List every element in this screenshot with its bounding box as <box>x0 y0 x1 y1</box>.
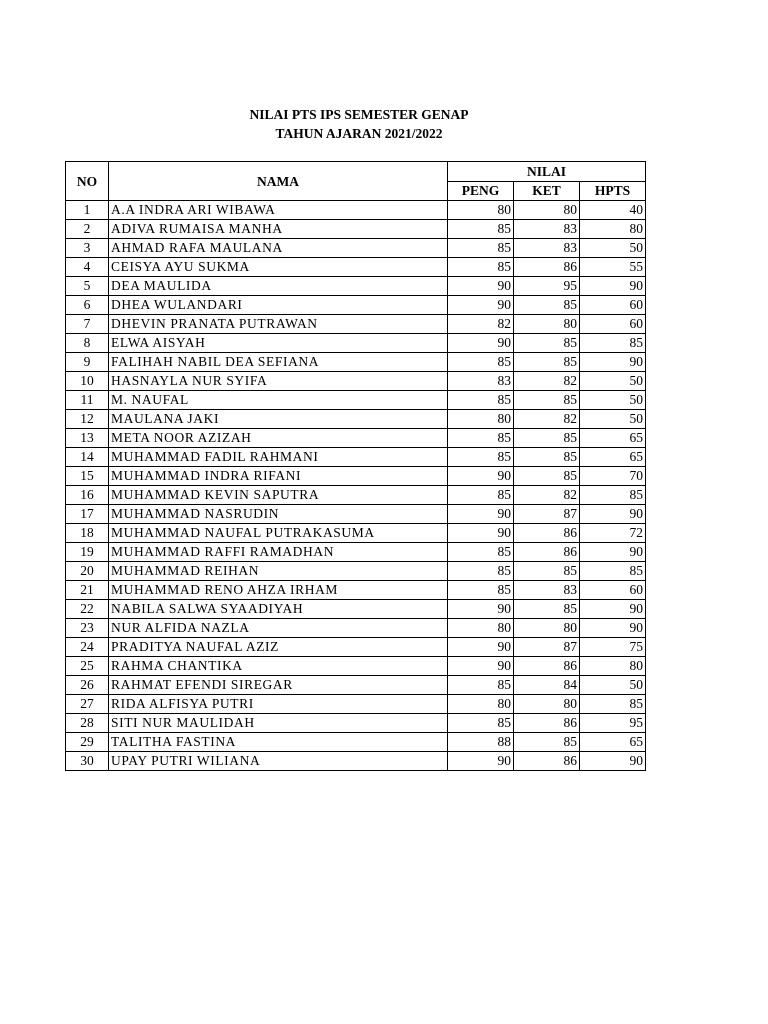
hpts-score-cell: 50 <box>580 676 646 695</box>
hpts-score-cell: 90 <box>580 353 646 372</box>
ket-score-cell: 83 <box>514 220 580 239</box>
hpts-score-cell: 90 <box>580 752 646 771</box>
student-name-cell: ADIVA RUMAISA MANHA <box>109 220 448 239</box>
hpts-score-cell: 85 <box>580 486 646 505</box>
ket-score-cell: 83 <box>514 239 580 258</box>
table-row <box>66 562 646 581</box>
peng-score-cell: 80 <box>448 695 514 714</box>
table-row <box>66 543 646 562</box>
ket-score-cell: 85 <box>514 429 580 448</box>
student-name-cell: DEA MAULIDA <box>109 277 448 296</box>
table-row <box>66 258 646 277</box>
student-name-cell: RAHMA CHANTIKA <box>109 657 448 676</box>
table-row <box>66 410 646 429</box>
ket-score-cell: 82 <box>514 372 580 391</box>
student-name-cell: MUHAMMAD RENO AHZA IRHAM <box>109 581 448 600</box>
header-ket: KET <box>514 182 580 201</box>
ket-score-cell: 83 <box>514 581 580 600</box>
peng-score-cell: 85 <box>448 353 514 372</box>
peng-score-cell: 80 <box>448 619 514 638</box>
row-number-cell: 7 <box>66 315 109 334</box>
peng-score-cell: 88 <box>448 733 514 752</box>
header-no: NO <box>66 162 109 201</box>
row-number-cell: 26 <box>66 676 109 695</box>
ket-score-cell: 80 <box>514 695 580 714</box>
table-row <box>66 600 646 619</box>
header-hpts: HPTS <box>580 182 646 201</box>
hpts-score-cell: 50 <box>580 410 646 429</box>
student-name-cell: AHMAD RAFA MAULANA <box>109 239 448 258</box>
peng-score-cell: 90 <box>448 277 514 296</box>
ket-score-cell: 85 <box>514 334 580 353</box>
peng-score-cell: 90 <box>448 505 514 524</box>
table-row <box>66 486 646 505</box>
student-name-cell: MUHAMMAD NASRUDIN <box>109 505 448 524</box>
ket-score-cell: 86 <box>514 657 580 676</box>
ket-score-cell: 85 <box>514 733 580 752</box>
row-number-cell: 5 <box>66 277 109 296</box>
row-number-cell: 10 <box>66 372 109 391</box>
hpts-score-cell: 90 <box>580 505 646 524</box>
ket-score-cell: 85 <box>514 467 580 486</box>
row-number-cell: 11 <box>66 391 109 410</box>
student-name-cell: ELWA AISYAH <box>109 334 448 353</box>
hpts-score-cell: 60 <box>580 581 646 600</box>
table-row <box>66 448 646 467</box>
peng-score-cell: 85 <box>448 676 514 695</box>
peng-score-cell: 90 <box>448 638 514 657</box>
ket-score-cell: 80 <box>514 315 580 334</box>
ket-score-cell: 82 <box>514 486 580 505</box>
hpts-score-cell: 50 <box>580 372 646 391</box>
hpts-score-cell: 80 <box>580 657 646 676</box>
title-line-1: NILAI PTS IPS SEMESTER GENAP <box>249 107 469 122</box>
hpts-score-cell: 70 <box>580 467 646 486</box>
peng-score-cell: 90 <box>448 657 514 676</box>
hpts-score-cell: 80 <box>580 220 646 239</box>
ket-score-cell: 86 <box>514 752 580 771</box>
peng-score-cell: 85 <box>448 714 514 733</box>
ket-score-cell: 85 <box>514 562 580 581</box>
ket-score-cell: 85 <box>514 391 580 410</box>
peng-score-cell: 90 <box>448 467 514 486</box>
student-name-cell: TALITHA FASTINA <box>109 733 448 752</box>
table-row <box>66 581 646 600</box>
table-row <box>66 277 646 296</box>
ket-score-cell: 80 <box>514 201 580 220</box>
table-row <box>66 372 646 391</box>
peng-score-cell: 85 <box>448 258 514 277</box>
ket-score-cell: 85 <box>514 448 580 467</box>
table-row <box>66 220 646 239</box>
row-number-cell: 12 <box>66 410 109 429</box>
table-row <box>66 619 646 638</box>
hpts-score-cell: 75 <box>580 638 646 657</box>
peng-score-cell: 85 <box>448 429 514 448</box>
student-name-cell: MUHAMMAD RAFFI RAMADHAN <box>109 543 448 562</box>
student-name-cell: MAULANA JAKI <box>109 410 448 429</box>
student-name-cell: DHEA WULANDARI <box>109 296 448 315</box>
table-row <box>66 429 646 448</box>
ket-score-cell: 86 <box>514 524 580 543</box>
ket-score-cell: 87 <box>514 638 580 657</box>
peng-score-cell: 85 <box>448 543 514 562</box>
table-header <box>66 162 646 201</box>
row-number-cell: 29 <box>66 733 109 752</box>
row-number-cell: 17 <box>66 505 109 524</box>
table-row <box>66 391 646 410</box>
peng-score-cell: 85 <box>448 220 514 239</box>
header-peng: PENG <box>448 182 514 201</box>
table-row <box>66 695 646 714</box>
table-row <box>66 638 646 657</box>
student-name-cell: PRADITYA NAUFAL AZIZ <box>109 638 448 657</box>
row-number-cell: 27 <box>66 695 109 714</box>
peng-score-cell: 90 <box>448 334 514 353</box>
row-number-cell: 23 <box>66 619 109 638</box>
hpts-score-cell: 90 <box>580 543 646 562</box>
student-name-cell: HASNAYLA NUR SYIFA <box>109 372 448 391</box>
hpts-score-cell: 72 <box>580 524 646 543</box>
peng-score-cell: 80 <box>448 410 514 429</box>
hpts-score-cell: 85 <box>580 334 646 353</box>
table-row <box>66 752 646 771</box>
peng-score-cell: 90 <box>448 524 514 543</box>
row-number-cell: 3 <box>66 239 109 258</box>
table-row <box>66 714 646 733</box>
student-name-cell: MUHAMMAD FADIL RAHMANI <box>109 448 448 467</box>
row-number-cell: 19 <box>66 543 109 562</box>
peng-score-cell: 85 <box>448 391 514 410</box>
ket-score-cell: 85 <box>514 600 580 619</box>
row-number-cell: 22 <box>66 600 109 619</box>
student-name-cell: META NOOR AZIZAH <box>109 429 448 448</box>
peng-score-cell: 85 <box>448 486 514 505</box>
student-name-cell: SITI NUR MAULIDAH <box>109 714 448 733</box>
student-name-cell: MUHAMMAD INDRA RIFANI <box>109 467 448 486</box>
student-name-cell: NUR ALFIDA NAZLA <box>109 619 448 638</box>
table-row <box>66 334 646 353</box>
ket-score-cell: 82 <box>514 410 580 429</box>
student-name-cell: MUHAMMAD NAUFAL PUTRAKASUMA <box>109 524 448 543</box>
header-nama: NAMA <box>109 162 448 201</box>
ket-score-cell: 84 <box>514 676 580 695</box>
table-body <box>66 201 646 771</box>
table-row <box>66 239 646 258</box>
row-number-cell: 2 <box>66 220 109 239</box>
row-number-cell: 14 <box>66 448 109 467</box>
row-number-cell: 18 <box>66 524 109 543</box>
peng-score-cell: 83 <box>448 372 514 391</box>
header-nilai: NILAI <box>448 162 646 182</box>
hpts-score-cell: 95 <box>580 714 646 733</box>
table-row <box>66 733 646 752</box>
peng-score-cell: 90 <box>448 600 514 619</box>
table-row <box>66 467 646 486</box>
peng-score-cell: 85 <box>448 562 514 581</box>
row-number-cell: 20 <box>66 562 109 581</box>
peng-score-cell: 82 <box>448 315 514 334</box>
row-number-cell: 8 <box>66 334 109 353</box>
hpts-score-cell: 50 <box>580 391 646 410</box>
table-row <box>66 201 646 220</box>
ket-score-cell: 85 <box>514 296 580 315</box>
peng-score-cell: 85 <box>448 581 514 600</box>
hpts-score-cell: 50 <box>580 239 646 258</box>
peng-score-cell: 90 <box>448 296 514 315</box>
hpts-score-cell: 40 <box>580 201 646 220</box>
hpts-score-cell: 90 <box>580 600 646 619</box>
table-row <box>66 676 646 695</box>
table-row <box>66 296 646 315</box>
hpts-score-cell: 90 <box>580 619 646 638</box>
ket-score-cell: 86 <box>514 258 580 277</box>
student-name-cell: A.A INDRA ARI WIBAWA <box>109 201 448 220</box>
ket-score-cell: 86 <box>514 543 580 562</box>
peng-score-cell: 80 <box>448 201 514 220</box>
peng-score-cell: 85 <box>448 448 514 467</box>
hpts-score-cell: 60 <box>580 315 646 334</box>
hpts-score-cell: 65 <box>580 733 646 752</box>
table-row <box>66 657 646 676</box>
student-name-cell: DHEVIN PRANATA PUTRAWAN <box>109 315 448 334</box>
row-number-cell: 30 <box>66 752 109 771</box>
table-row <box>66 524 646 543</box>
hpts-score-cell: 65 <box>580 429 646 448</box>
row-number-cell: 15 <box>66 467 109 486</box>
ket-score-cell: 80 <box>514 619 580 638</box>
row-number-cell: 28 <box>66 714 109 733</box>
table-row <box>66 505 646 524</box>
ket-score-cell: 87 <box>514 505 580 524</box>
row-number-cell: 25 <box>66 657 109 676</box>
hpts-score-cell: 55 <box>580 258 646 277</box>
peng-score-cell: 85 <box>448 239 514 258</box>
student-name-cell: RAHMAT EFENDI SIREGAR <box>109 676 448 695</box>
student-name-cell: FALIHAH NABIL DEA SEFIANA <box>109 353 448 372</box>
student-name-cell: M. NAUFAL <box>109 391 448 410</box>
row-number-cell: 21 <box>66 581 109 600</box>
hpts-score-cell: 90 <box>580 277 646 296</box>
title-line-2: TAHUN AJARAN 2021/2022 <box>275 126 443 141</box>
student-name-cell: CEISYA AYU SUKMA <box>109 258 448 277</box>
student-name-cell: UPAY PUTRI WILIANA <box>109 752 448 771</box>
hpts-score-cell: 65 <box>580 448 646 467</box>
row-number-cell: 13 <box>66 429 109 448</box>
table-row <box>66 353 646 372</box>
row-number-cell: 4 <box>66 258 109 277</box>
row-number-cell: 16 <box>66 486 109 505</box>
row-number-cell: 24 <box>66 638 109 657</box>
student-name-cell: MUHAMMAD REIHAN <box>109 562 448 581</box>
ket-score-cell: 85 <box>514 353 580 372</box>
document-title <box>0 105 768 143</box>
hpts-score-cell: 85 <box>580 562 646 581</box>
hpts-score-cell: 85 <box>580 695 646 714</box>
peng-score-cell: 90 <box>448 752 514 771</box>
ket-score-cell: 86 <box>514 714 580 733</box>
row-number-cell: 1 <box>66 201 109 220</box>
student-name-cell: RIDA ALFISYA PUTRI <box>109 695 448 714</box>
table-row <box>66 315 646 334</box>
ket-score-cell: 95 <box>514 277 580 296</box>
row-number-cell: 6 <box>66 296 109 315</box>
student-name-cell: NABILA SALWA SYAADIYAH <box>109 600 448 619</box>
student-name-cell: MUHAMMAD KEVIN SAPUTRA <box>109 486 448 505</box>
hpts-score-cell: 60 <box>580 296 646 315</box>
grades-table <box>65 161 646 771</box>
row-number-cell: 9 <box>66 353 109 372</box>
